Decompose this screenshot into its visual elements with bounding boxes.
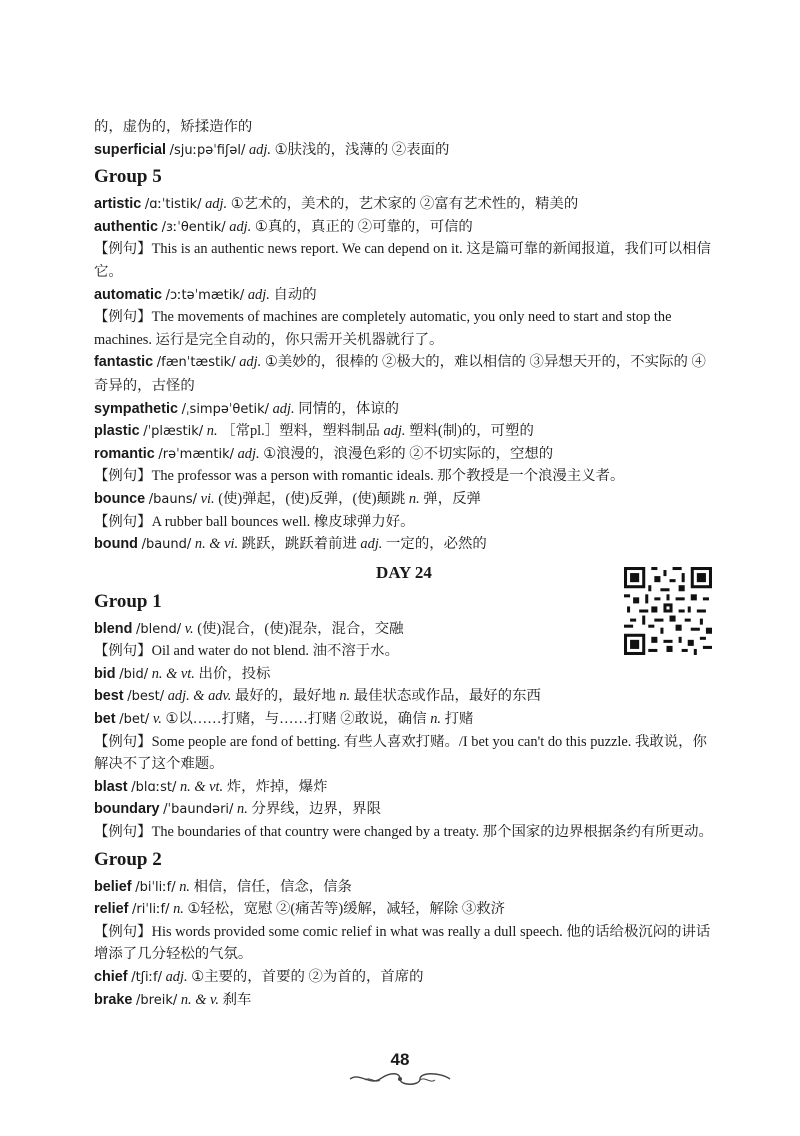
definition: 同情的，体谅的 (298, 400, 399, 417)
headword: sympathetic (94, 400, 178, 417)
headword: plastic (94, 423, 140, 440)
phonetic: /ˈplæstik/ (143, 424, 204, 440)
phonetic: /blend/ (135, 621, 182, 637)
part-of-speech: v. (184, 620, 194, 637)
definition: 分界线，边界，界限 (251, 801, 381, 818)
definition: ①美妙的，很棒的 ②极大的，难以相信的 ③异想天开的，不实际的 ④奇异的，古怪的 (94, 354, 706, 394)
entry-bid (94, 663, 714, 686)
example-sentence: 【例句】A rubber ball bounces well. 橡皮球弹力好。 (94, 513, 415, 530)
definition: ①真的，真正的 ②可靠的，可信的 (254, 218, 473, 235)
definition: 一定的，必然的 (386, 536, 487, 553)
headword: bid (94, 665, 116, 682)
example-sentence: 【例句】This is an authentic news report. We can depend on it. 这是篇可靠的新闻报道，我们可以相信它。 (94, 241, 711, 280)
headword: superficial (94, 141, 166, 158)
headword: bound (94, 536, 138, 553)
phonetic: /ˌsimpəˈθetik/ (181, 401, 269, 417)
phonetic: /bauns/ (148, 491, 198, 507)
entry-bound (94, 533, 714, 556)
headword: romantic (94, 445, 155, 462)
example-sentence: 【例句】The boundaries of that country were changed by a treaty. 那个国家的边界根据条约有所更动。 (94, 824, 713, 841)
part-of-speech: n. (339, 688, 351, 705)
part-of-speech: adj. (272, 400, 295, 417)
definition: ①艺术的，美术的，艺术家的 ②富有艺术性的，精美的 (230, 196, 579, 213)
entry-sympathetic (94, 398, 714, 421)
headword: best (94, 688, 124, 705)
phonetic: /rəˈmæntik/ (158, 446, 234, 462)
phonetic: /ɜːˈθentik/ (161, 219, 226, 235)
headword: bet (94, 711, 116, 728)
definition: 最好的，最好地 (235, 688, 336, 705)
entry-fantastic (94, 351, 714, 397)
phonetic: /bid/ (119, 666, 149, 682)
headword: artistic (94, 196, 142, 213)
part-of-speech: n. (237, 801, 248, 818)
definition: ①浪漫的，浪漫色彩的 ②不切实际的，空想的 (263, 445, 554, 462)
phonetic: /tʃiːf/ (131, 970, 162, 985)
definition: 塑料(制)的，可塑的 (409, 423, 534, 440)
definition: ［常pl.］塑料，塑料制品 (221, 423, 380, 440)
entry-authentic (94, 216, 714, 239)
phonetic: /ˈbaundəri/ (163, 802, 234, 818)
part-of-speech: adj. (165, 969, 188, 985)
part-of-speech: n. (430, 711, 441, 728)
definition: 弹，反弹 (423, 490, 481, 507)
part-of-speech: adj. (229, 218, 252, 235)
part-of-speech: adj. (248, 141, 271, 158)
part-of-speech: n. (173, 901, 184, 918)
group-heading: Group 2 (94, 848, 162, 870)
part-of-speech: n. & vi. (194, 536, 239, 553)
phonetic: /riˈliːf/ (132, 902, 170, 918)
entry-plastic (94, 420, 714, 443)
headword: blend (94, 620, 133, 637)
part-of-speech: vi. (200, 490, 215, 507)
example-sentence: 【例句】Oil and water do not blend. 油不溶于水。 (94, 643, 399, 660)
definition: 自动的 (273, 286, 317, 303)
part-of-speech: n. (179, 878, 190, 895)
part-of-speech: adj. (247, 286, 270, 303)
phonetic: /blɑːst/ (131, 779, 177, 795)
headword: belief (94, 878, 132, 895)
definition: 相信，信任，信念，信条 (193, 878, 352, 895)
vocabulary-page (94, 116, 714, 1011)
part-of-speech: adj. (383, 423, 406, 440)
qr-code (624, 567, 712, 655)
entry-chief (94, 966, 714, 989)
definition: (使)弹起，(使)反弹，(使)颠跳 (218, 490, 406, 507)
phonetic: /fænˈtæstik/ (156, 355, 236, 371)
day-heading: DAY 24 (376, 562, 432, 582)
headword: chief (94, 969, 128, 985)
page-footer (340, 1050, 460, 1100)
part-of-speech: adj. (239, 354, 262, 371)
phonetic: /biˈliːf/ (135, 879, 176, 895)
group-heading: Group 1 (94, 590, 162, 612)
entry-blend (94, 618, 714, 641)
entry-bet (94, 708, 714, 731)
group-heading: Group 5 (94, 166, 162, 188)
entry-relief (94, 898, 714, 921)
text-line: 的，虚伪的，矫揉造作的 (94, 119, 253, 135)
definition: (使)混合，(使)混杂，混合，交融 (197, 620, 404, 637)
definition: ①以……打赌，与……打赌 ②敢说，确信 (165, 711, 427, 728)
part-of-speech: n. & v. (180, 991, 219, 1008)
example-sentence: 【例句】The professor was a person with romantic ideals. 那个教授是一个浪漫主义者。 (94, 468, 625, 485)
definition: 跳跃，跳跃着前进 (241, 536, 357, 553)
definition: 炸，炸掉，爆炸 (226, 778, 328, 795)
definition: 最佳状态或作品，最好的东西 (353, 688, 541, 705)
phonetic: /bet/ (119, 712, 150, 728)
headword: brake (94, 991, 133, 1008)
part-of-speech: adj. (360, 536, 383, 553)
headword: bounce (94, 490, 146, 507)
phonetic: /sjuːpəˈfiʃəl/ (169, 142, 246, 158)
entry-romantic (94, 443, 714, 466)
headword: automatic (94, 286, 162, 303)
headword: authentic (94, 218, 158, 235)
part-of-speech: n. & vt. (151, 665, 195, 682)
phonetic: /ɑːˈtistik/ (144, 197, 202, 213)
definition: 出价，投标 (198, 665, 271, 682)
page-number: 48 (390, 1050, 410, 1069)
definition: ①主要的，首要的 ②为首的，首席的 (191, 969, 424, 985)
definition: 刹车 (222, 991, 252, 1008)
example-sentence: 【例句】His words provided some comic relief in what was really a dull speech. 他的话给极沉闷的讲话增添了几分轻松的气氛。 (94, 923, 711, 963)
part-of-speech: adj. (205, 196, 228, 213)
headword: boundary (94, 801, 160, 818)
flourish-ornament-icon (345, 1070, 455, 1088)
definition: ①轻松，宽慰 ②(痛苦等)缓解，减轻，解除 ③救济 (187, 901, 506, 918)
entry-best (94, 685, 714, 708)
part-of-speech: n. (408, 490, 420, 507)
definition: ①肤浅的，浅薄的 ②表面的 (274, 141, 450, 158)
phonetic: /baund/ (141, 537, 192, 553)
entry-blast (94, 776, 714, 799)
phonetic: /breik/ (136, 992, 178, 1008)
headword: relief (94, 901, 129, 918)
headword: blast (94, 778, 128, 795)
entry-bounce (94, 488, 714, 511)
definition: 打赌 (444, 711, 474, 728)
headword: fantastic (94, 354, 154, 371)
part-of-speech: v. (152, 711, 162, 728)
phonetic: /best/ (127, 689, 165, 705)
entry-superficial (94, 139, 714, 162)
entry-brake (94, 989, 714, 1012)
part-of-speech: adj. & adv. (167, 688, 232, 705)
part-of-speech: n. & vt. (179, 778, 224, 795)
example-sentence: 【例句】Some people are fond of betting. 有些人喜欢打赌。/I bet you can't do this puzzle. 我敢说，你解决不了这个难题。 (94, 733, 707, 773)
entry-boundary (94, 798, 714, 821)
phonetic: /ɔːtəˈmætik/ (165, 287, 245, 303)
entry-artistic (94, 193, 714, 216)
example-sentence: 【例句】The movements of machines are completely automatic, you only need to start and stop the machines. 运行是完全自动的，你只需开关机器就行了。 (94, 309, 672, 348)
entry-automatic (94, 284, 714, 307)
part-of-speech: adj. (237, 445, 260, 462)
entry-belief (94, 876, 714, 899)
part-of-speech: n. (206, 423, 218, 440)
